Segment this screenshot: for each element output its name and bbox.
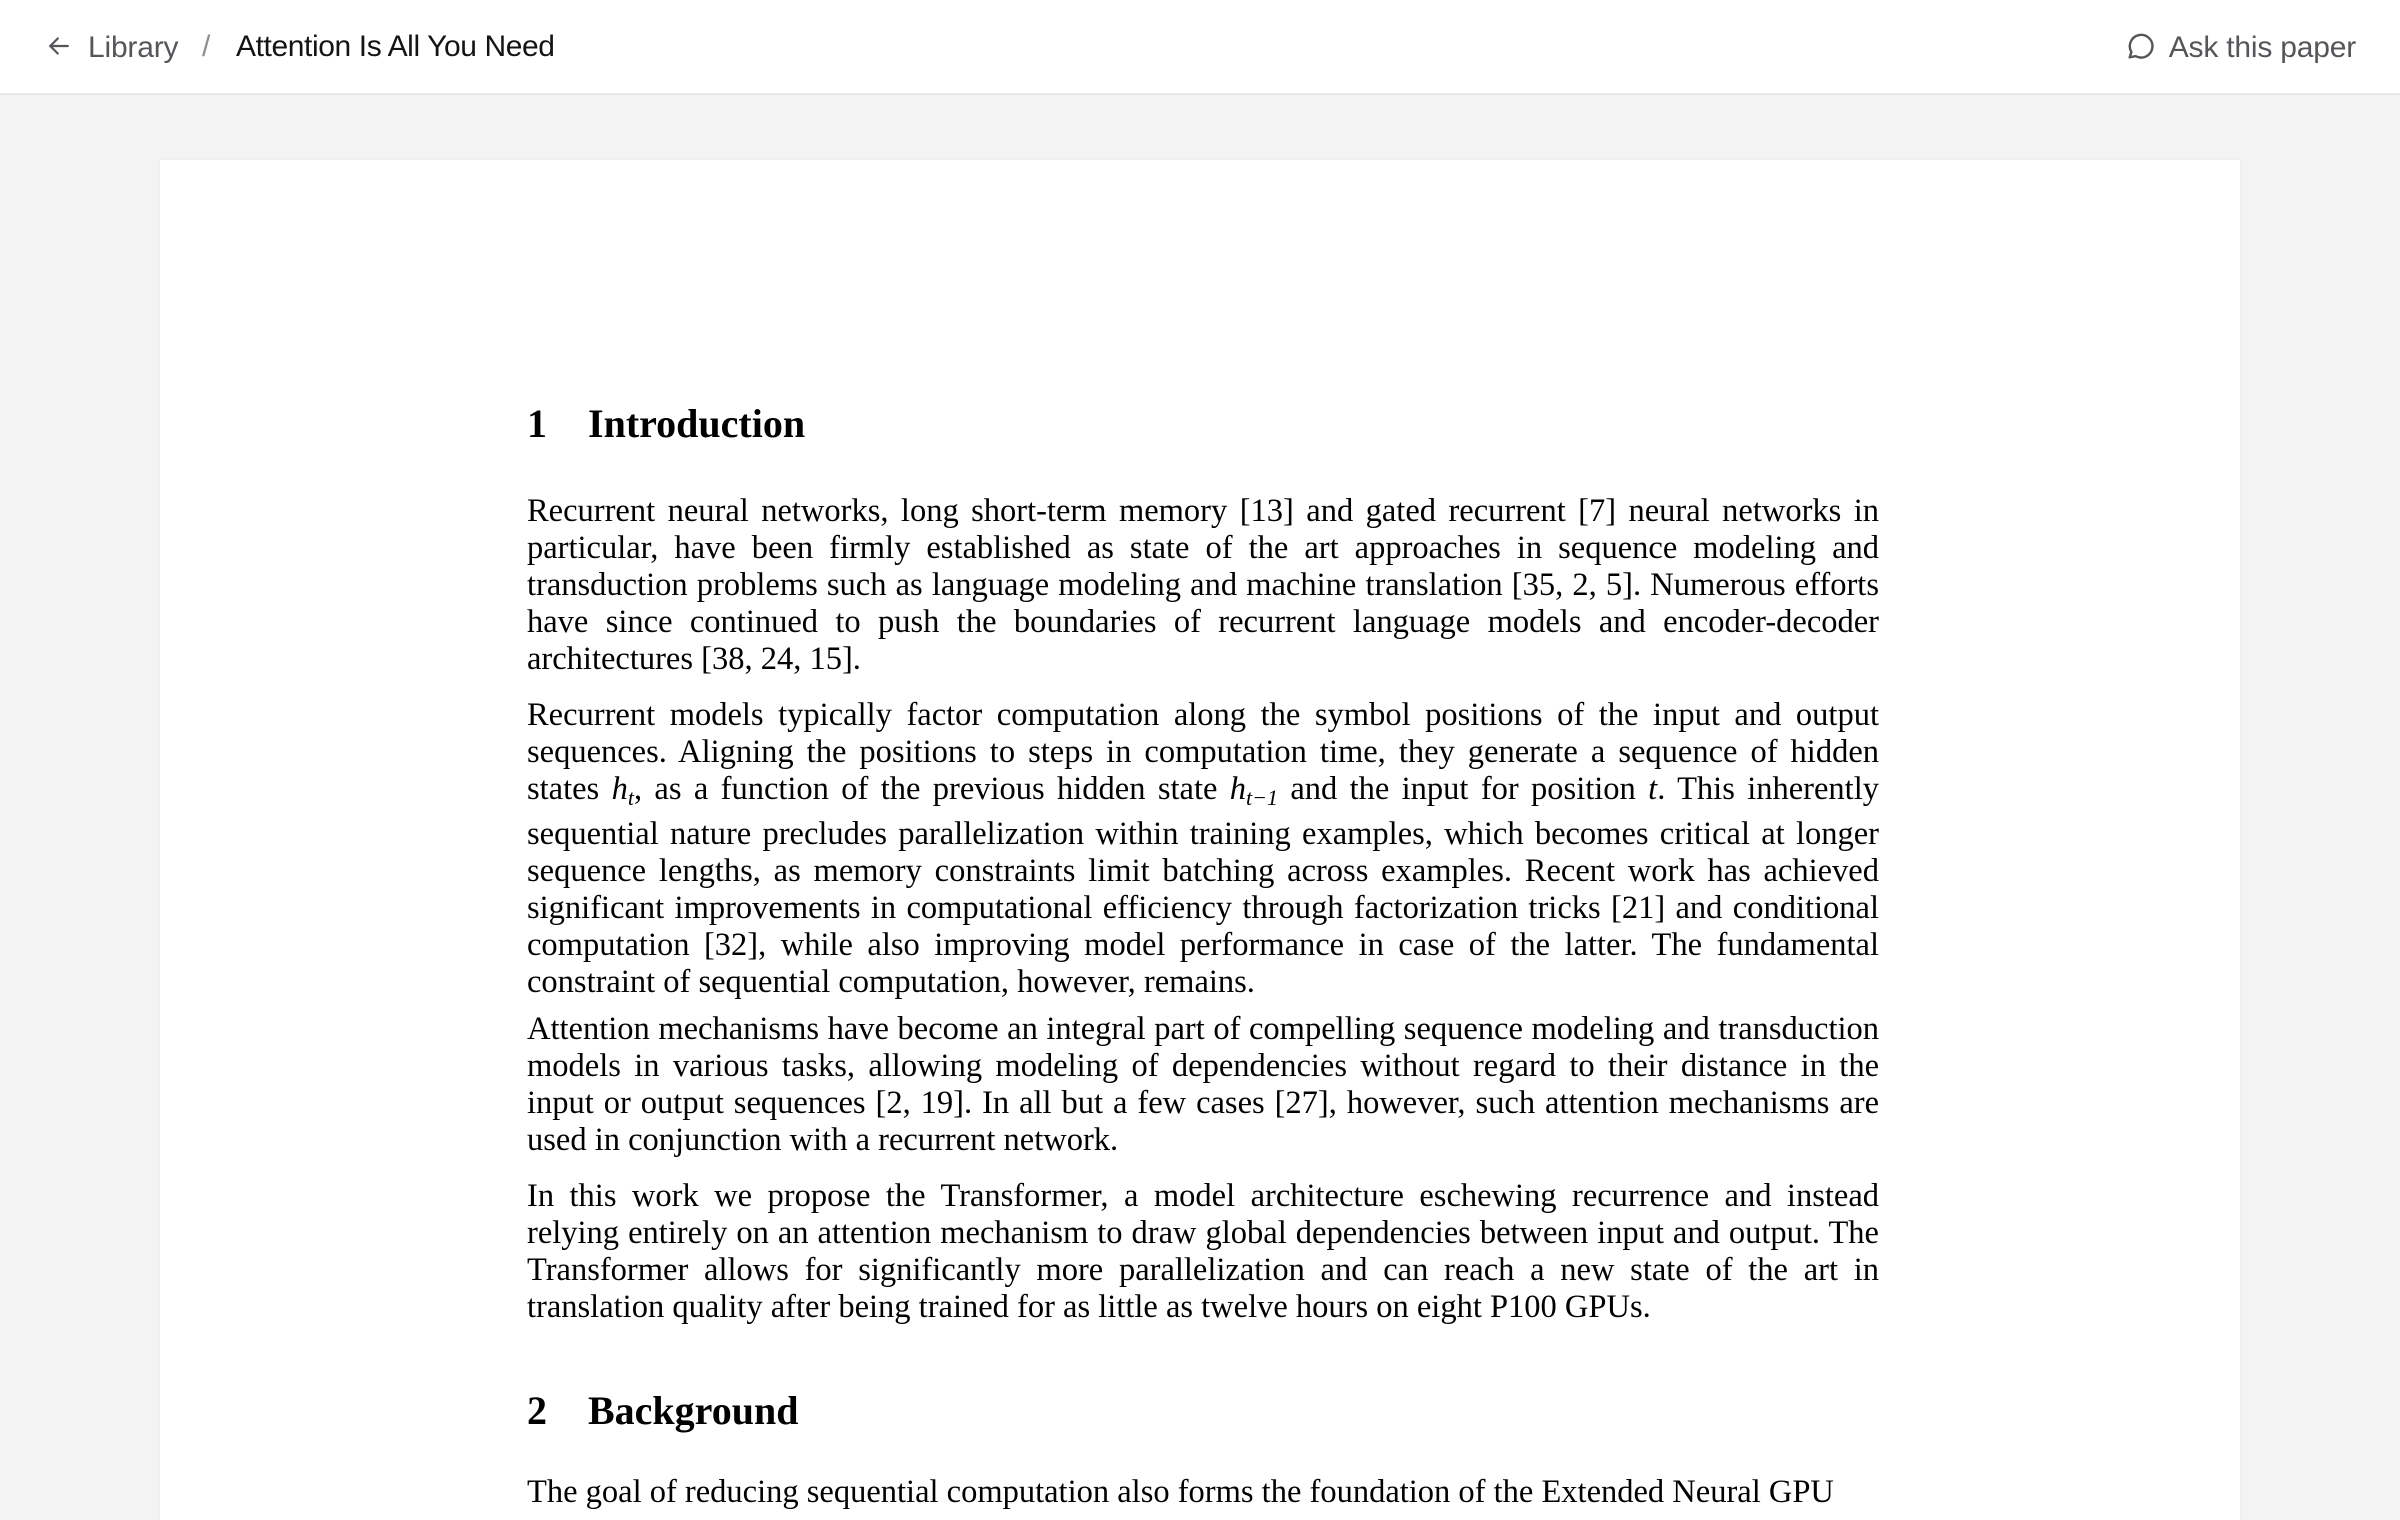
math-subscript: t <box>627 785 634 810</box>
paragraph-text: , as a function of the previous hidden state <box>633 771 1230 807</box>
section-heading-introduction <box>527 400 805 448</box>
back-label: Library <box>88 31 179 64</box>
paragraph-intro-2 <box>527 697 1879 1001</box>
math-t: t <box>1648 771 1658 807</box>
document-title: Attention Is All You Need <box>236 30 555 63</box>
math-h: h <box>1229 771 1246 807</box>
section-number: 2 <box>527 1388 547 1433</box>
chat-bubble-icon <box>2125 30 2157 67</box>
ask-this-paper-label: Ask this paper <box>2168 31 2356 64</box>
paper-page <box>160 160 2240 1520</box>
section-heading-background <box>527 1387 798 1435</box>
paragraph-intro-1: Recurrent neural networks, long short-term memory [13] and gated recurrent [7] neural networks in particular, have been firmly established as state of the art approaches in sequence modeling and transduction problems such as language modeling and machine translation [35, 2, 5]. Numerous efforts have since continued to push the boundaries of recurrent language models and encoder-decoder architectures [38, 24, 15]. <box>527 493 1879 677</box>
back-to-library-link[interactable] <box>44 28 178 68</box>
paragraph-text: . This inherently sequential nature precludes parallelization within training examples, which becomes critical at longer sequence lengths, as memory constraints limit batching across examples. Recent work has achieved significant improvements in computational efficiency through factorization tricks [21] and conditional computation [32], while also improving model performance in case of the latter. The fundamental constraint of sequential computation, however, remains. <box>527 771 1879 1000</box>
paragraph-background-1: The goal of reducing sequential computation also forms the foundation of the Extended Neural GPU <box>527 1474 1834 1510</box>
math-h: h <box>611 771 628 807</box>
ask-this-paper-button[interactable] <box>2125 28 2356 68</box>
top-bar <box>0 0 2400 95</box>
section-number: 1 <box>527 401 547 446</box>
math-subscript: t−1 <box>1246 785 1278 810</box>
breadcrumb-separator: / <box>202 30 211 63</box>
paragraph-text: and the input for position <box>1277 771 1649 807</box>
section-title: Background <box>588 1388 799 1433</box>
section-title: Introduction <box>588 401 806 446</box>
paragraph-intro-4: In this work we propose the Transformer, a model architecture eschewing recurrence and instead relying entirely on an attention mechanism to draw global dependencies between input and output. The Transformer allows for significantly more parallelization and can reach a new state of the art in translation quality after being trained for as little as twelve hours on eight P100 GPUs. <box>527 1178 1879 1325</box>
arrow-left-icon <box>44 31 74 66</box>
paragraph-text: Recurrent models typically factor computation along the symbol positions of the input and output sequences. Aligning the positions to steps in computation time, they generate a sequence of hidden states <box>527 697 1879 807</box>
paragraph-intro-3: Attention mechanisms have become an integral part of compelling sequence modeling and transduction models in various tasks, allowing modeling of dependencies without regard to their distance in the input or output sequences [2, 19]. In all but a few cases [27], however, such attention mechanisms are used in conjunction with a recurrent network. <box>527 1011 1879 1158</box>
